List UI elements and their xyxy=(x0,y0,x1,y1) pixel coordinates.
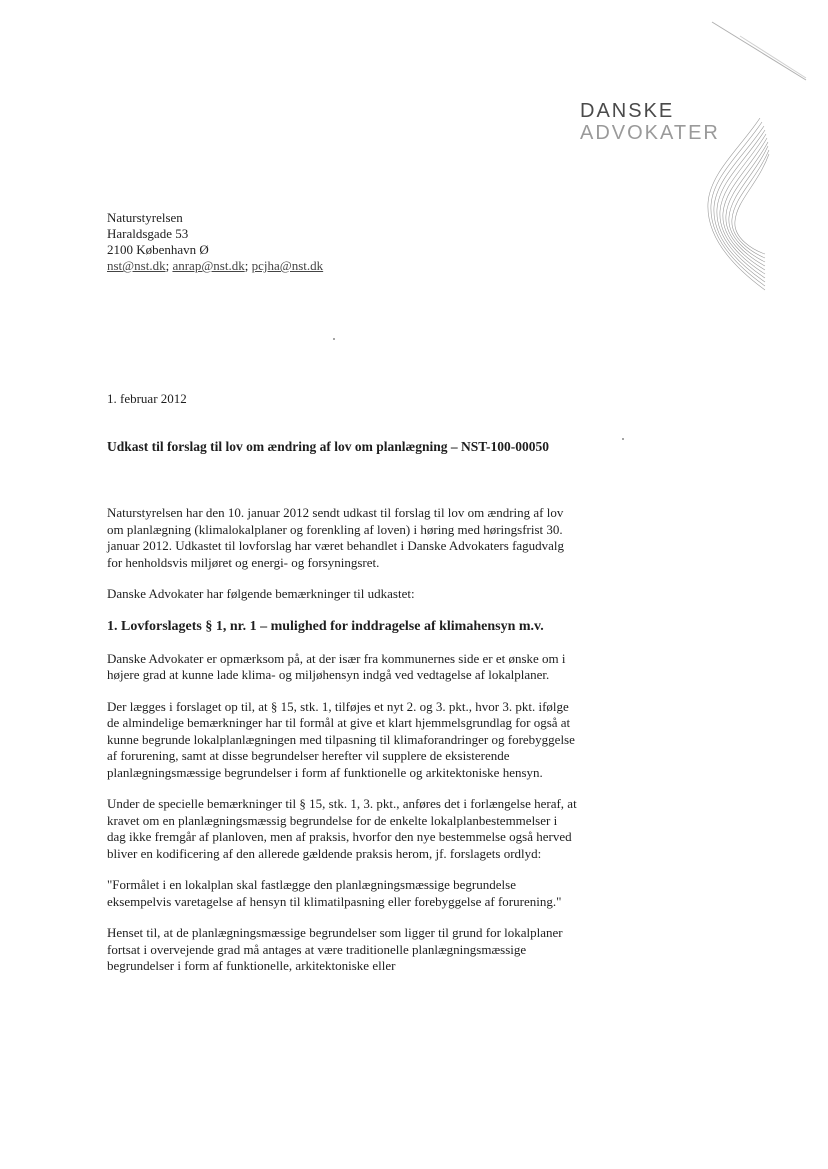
paragraph: Henset til, at de planlægningsmæssige begrundelser som ligger til grund for lokalplaner fortsat i overvejende grad må antages at være traditionelle planlægningsmæssige begrundelser i form af funktionelle, arkitektoniske eller xyxy=(107,925,563,973)
scan-speck xyxy=(622,438,624,440)
quote-paragraph: "Formålet i en lokalplan skal fastlægge den planlægningsmæssige begrundelse eksempelvis varetagelse af hensyn til klimatilpasning eller forebyggelse af forurening." xyxy=(107,877,562,909)
recipient-address xyxy=(107,210,323,274)
letter-date: 1. februar 2012 xyxy=(107,391,187,406)
recipient-emails: nst@nst.dk; anrap@nst.dk; pcjha@nst.dk xyxy=(107,258,324,273)
recipient-city: 2100 København Ø xyxy=(107,242,209,257)
paragraph: Naturstyrelsen har den 10. januar 2012 sendt udkast til forslag til lov om ændring af lov om planlægning (klimalokalplaner og forenkling af loven) i høring med høringsfrist 30. januar 2012. Udkastet til lovforslag har været behandlet i Danske Advokaters fagudvalg for henholdsvis miljøret og energi- og forsyningsret. xyxy=(107,505,565,570)
paragraph: Der lægges i forslaget op til, at § 15, stk. 1, tilføjes et nyt 2. og 3. pkt., hvor 3. pkt. ifølge de almindelige bemærkninger har til formål at give et klart hjemmelsgrundlag for også at kunne begrunde lokalplanlægningen med tilpasning til klimaforandringer og forebyggelse af forurening, samt at disse begrundelser herefter vil supplere de eksisterende planlægningsmæssige begrundelser i form af funktionelle og arkitektoniske hensyn. xyxy=(107,698,575,780)
letter-subject: Udkast til forslag til lov om ændring af lov om planlægning – NST-100-00050 xyxy=(107,439,550,454)
logo-wave-graphic xyxy=(680,118,770,298)
section-heading: 1. Lovforslagets § 1, nr. 1 – mulighed for inddragelse af klimahensyn m.v. xyxy=(107,618,544,634)
paragraph: Danske Advokater er opmærksom på, at der især fra kommunernes side er et ønske om i højere grad at kunne lade klima- og miljøhensyn indgå ved vedtagelse af lokalplaner. xyxy=(107,650,566,682)
email-link-3[interactable]: pcjha@nst.dk xyxy=(251,258,324,273)
paragraph: Under de specielle bemærkninger til § 15, stk. 1, 3. pkt., anføres det i forlængelse heraf, at kravet om en planlægningsmæssig begrundelse for de enkelte lokalplanbestemmelser i dag ikke fremgår af planloven, men af praksis, hvorfor den nye bestemmelse også herved bliver en kodificering af den allerede gældende praksis herom, jf. forslagets ordlyd: xyxy=(107,796,577,861)
recipient-street: Haraldsgade 53 xyxy=(107,226,189,241)
email-link-1[interactable]: nst@nst.dk xyxy=(107,258,166,273)
scan-speck xyxy=(333,338,335,340)
recipient-name: Naturstyrelsen xyxy=(107,210,183,225)
email-link-2[interactable]: anrap@nst.dk xyxy=(172,258,245,273)
paragraph: Danske Advokater har følgende bemærkninger til udkastet: xyxy=(107,586,415,601)
logo-line-1: DANSKE xyxy=(580,100,675,122)
letter-body xyxy=(107,505,577,990)
logo-line-2: ADVOKATER xyxy=(580,122,720,144)
